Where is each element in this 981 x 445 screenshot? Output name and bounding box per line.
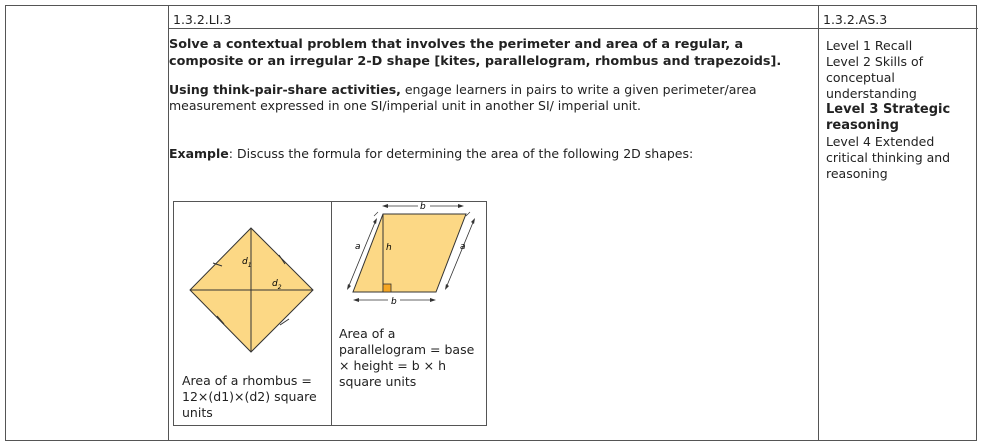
main-content	[169, 36, 809, 162]
arrowhead	[430, 298, 436, 302]
level-4: Level 4 Extended critical thinking and reasoning	[826, 134, 951, 181]
shapes-table	[173, 201, 487, 426]
label-b-top: b	[420, 202, 426, 212]
arrowhead	[382, 204, 388, 208]
arrowhead	[471, 218, 475, 224]
arrowhead	[458, 204, 464, 208]
example-text: : Discuss the formula for determining the area of the following 2D shapes:	[228, 146, 694, 161]
header-row-divider	[168, 28, 978, 29]
arrowhead	[445, 284, 449, 290]
label-d2: $d_2$	[272, 279, 282, 291]
label-h: h	[386, 243, 392, 253]
arrowhead	[347, 284, 351, 290]
rhombus-figure	[184, 222, 319, 372]
column-divider-right	[818, 6, 819, 440]
level-3: Level 3 Strategic reasoning	[826, 102, 951, 133]
level-1: Level 1 Recall	[826, 38, 913, 53]
right-angle-marker	[383, 284, 391, 292]
activity-text: engage learners in pairs to write a given perimeter/area measurement expressed in one SI/imperial unit in another SI/ imperial unit.	[169, 82, 757, 113]
example-paragraph	[169, 146, 809, 162]
activity-paragraph	[169, 82, 809, 114]
label-a-right: a	[460, 242, 466, 252]
learning-indicator-code: 1.3.2.LI.3	[173, 12, 232, 27]
label-a-left: a	[355, 242, 361, 252]
shapes-divider	[331, 202, 332, 425]
parallelogram-figure	[338, 202, 486, 322]
parallelogram-caption: Area of a parallelogram = base × height = b × h square units	[339, 326, 475, 389]
activity-lead: Using think-pair-share activities,	[169, 82, 401, 97]
assessment-code: 1.3.2.AS.3	[823, 12, 888, 27]
arrowhead	[353, 298, 359, 302]
example-lead: Example	[169, 146, 229, 161]
task-statement: Solve a contextual problem that involves the perimeter and area of a regular, a composite or an irregular 2-D shape [kites, parallelogram, rhombus and trapezoids].	[169, 37, 782, 69]
level-2: Level 2 Skills of conceptual understanding	[826, 54, 924, 101]
assessment-levels	[826, 38, 966, 182]
label-b-bottom: b	[391, 297, 397, 307]
rhombus-caption: Area of a rhombus = 12×(d1)×(d2) square units	[182, 373, 317, 420]
arrowhead	[373, 218, 377, 224]
label-d1: $d_1$	[242, 257, 252, 269]
